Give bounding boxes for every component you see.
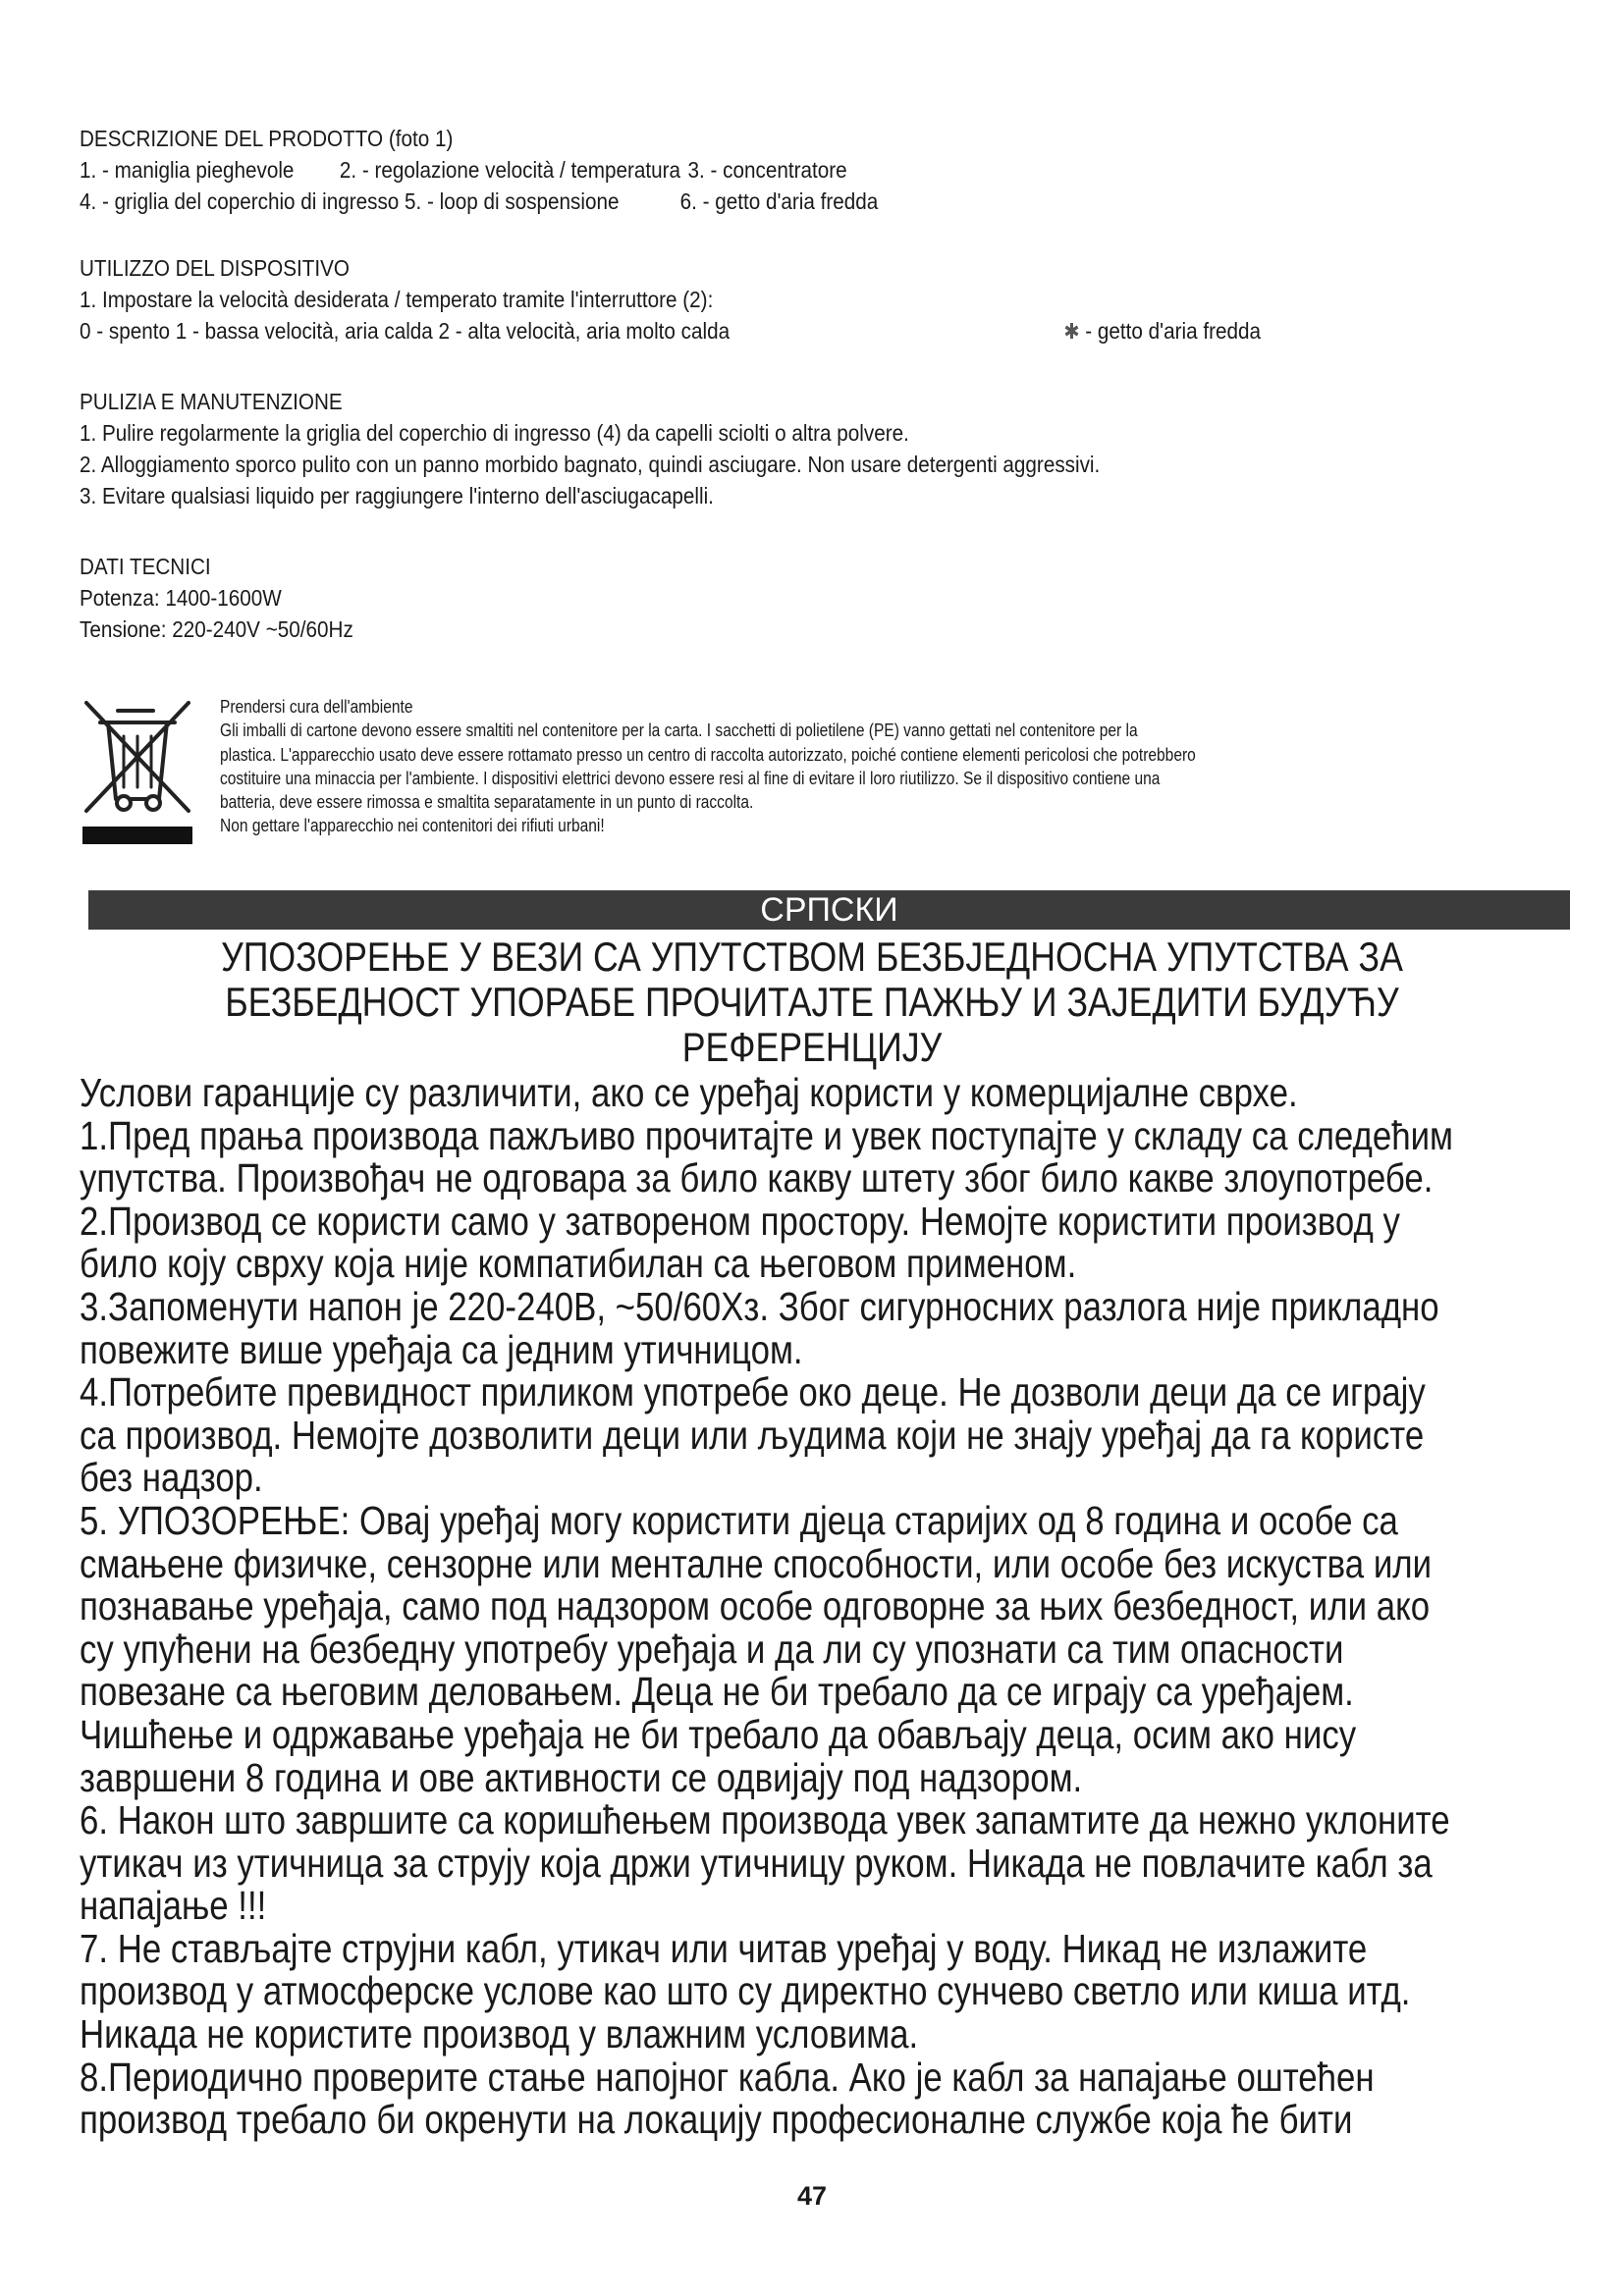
part-2: 2. - regolazione velocità / temperatura	[339, 157, 681, 183]
usage-line-1: 1. Impostare la velocità desiderata / temperato tramite l'interruttore (2):	[80, 287, 714, 312]
part-1: 1. - maniglia pieghevole	[80, 157, 295, 183]
power-rating: Potenza: 1400-1600W	[80, 585, 282, 611]
sr-line: су упућени на безбедну употребу уређаја и да ли су упознати са тим опасности	[80, 1626, 1344, 1672]
sr-line: повезане са његовим деловањем. Деца не би требало да се играју са уређајем.	[80, 1669, 1354, 1715]
serbian-instructions	[80, 1072, 1548, 2142]
sr-line: 4.Потребите превидност приликом употребе око деце. Не дозволи деци да се играју	[80, 1369, 1426, 1415]
sr-line: 8.Периодично проверите стање напојног кабла. Ако је кабл за напајање оштећен	[80, 2054, 1375, 2100]
usage-line-2	[80, 315, 1376, 347]
product-parts-row-2	[80, 186, 1376, 217]
product-parts-row-1	[80, 154, 1376, 186]
sr-line: производ у атмосферске услове као што су директно сунчево светло или киша итд.	[80, 1968, 1411, 2014]
voltage-rating: Tensione: 220-240V ~50/60Hz	[80, 616, 353, 642]
technical-data-heading: DATI TECNICI	[80, 554, 211, 579]
environment-line-5: Non gettare l'apparecchio nei contenitori dei rifiuti urbani!	[220, 815, 605, 836]
sr-line: са производ. Немојте дозволити деци или људима који не знају уређај да га користе	[80, 1412, 1425, 1458]
usage-section	[80, 252, 1376, 347]
warning-line-1: УПОЗОРЕЊЕ У ВЕЗИ СА УПУТСТВОМ БЕЗБЈЕДНОСНА УПУТСТВА ЗА	[221, 934, 1403, 980]
weee-crossed-bin-icon	[79, 693, 196, 850]
product-description-heading: DESCRIZIONE DEL PRODOTTO (foto 1)	[80, 126, 454, 151]
sr-line: повежите више уређаја са једним утичницом.	[80, 1326, 803, 1372]
cold-shot-legend	[1063, 315, 1261, 347]
product-description-section	[80, 123, 1376, 217]
part-3: 3. - concentratore	[687, 157, 847, 183]
cleaning-line-2: 2. Alloggiamento sporco pulito con un panno morbido bagnato, quindi asciugare. Non usare detergenti aggressivi.	[80, 452, 1101, 477]
sr-line: без надзор.	[80, 1455, 263, 1501]
sr-line: упутства. Произвођач не одговара за било какву штету због било какве злоупотребе.	[80, 1155, 1434, 1201]
sr-line: 7. Не стављајте струјни кабл, утикач или читав уређај у воду. Никад не излажите	[80, 1925, 1368, 1971]
sr-line: завршени 8 година и ове активности се одвијају под надзором.	[80, 1754, 1083, 1800]
usage-heading: UTILIZZO DEL DISPOSITIVO	[80, 255, 351, 281]
sr-line: Никада не користите производ у влажним условима.	[80, 2011, 919, 2057]
page-number: 47	[796, 2181, 828, 2211]
sr-line: 3.Запоменути напон је 220-240В, ~50/60Хз. Због сигурносних разлога није прикладно	[80, 1283, 1439, 1329]
warning-line-2: БЕЗБЕДНОСТ УПОРАБЕ ПРОЧИТАЈТЕ ПАЖЊУ И ЗАЈЕДИТИ БУДУЋУ	[225, 979, 1399, 1025]
environment-line-3: costituire una minaccia per l'ambiente. I dispositivi elettrici devono essere resi al fine di evitare il loro riutilizzo. Se il dispositivo contiene una	[220, 767, 1161, 788]
sr-line: познавање уређаја, само под надзором особе одговорне за њих безбедност, или ако	[80, 1583, 1431, 1629]
environment-line-4: batteria, deve essere rimossa e smaltita separatamente in un punto di raccolta.	[220, 791, 754, 813]
warning-line-3: РЕФЕРЕНЦИЈУ	[681, 1024, 943, 1070]
sr-line: производ требало би окренути на локацију професионалне службе која ће бити	[80, 2097, 1353, 2143]
cleaning-line-1: 1. Pulire regolarmente la griglia del coperchio di ingresso (4) da capelli sciolti o altra polvere.	[80, 420, 909, 446]
safety-warning-heading	[0, 934, 1624, 1070]
environment-notice	[220, 695, 1523, 838]
sr-line: 1.Пред прања производа пажљиво прочитајте и увек поступајте у складу са следећим	[80, 1112, 1454, 1158]
sr-line: смањене физичке, сензорне или менталне способности, или особе без искуства или	[80, 1540, 1433, 1586]
cleaning-section	[80, 386, 1376, 511]
part-4-5: 4. - griglia del coperchio di ingresso 5. - loop di sospensione	[80, 188, 620, 214]
sr-line: 2.Производ се користи само у затвореном простору. Немојте користити производ у	[80, 1198, 1400, 1244]
cleaning-heading: PULIZIA E MANUTENZIONE	[80, 389, 343, 414]
environment-line-1: Gli imballi di cartone devono essere smaltiti nel contenitore per la carta. I sacchetti di polietilene (PE) vanno gettati nel contenitore per la	[220, 720, 1138, 741]
technical-data-section	[80, 551, 1376, 645]
sr-line: Чишћење и одржавање уређаја не би требало да обављају деца, осим ако нису	[80, 1711, 1357, 1757]
sr-line: било коју сврху која није компатибилан са његовом применом.	[80, 1241, 1077, 1287]
language-bar-serbian: СРПСКИ	[88, 890, 1570, 930]
cleaning-line-3: 3. Evitare qualsiasi liquido per raggiungere l'interno dell'asciugacapelli.	[80, 483, 714, 508]
sr-line: 5. УПОЗОРЕЊЕ: Овај уређај могу користити дјеца старијих од 8 година и особе са	[80, 1497, 1398, 1543]
environment-line-2: plastica. L'apparecchio usato deve essere rottamato presso un centro di raccolta autorizzato, poiché contiene elementi pericolosi che potrebbero	[220, 743, 1196, 765]
snowflake-icon: ✱	[1063, 319, 1080, 344]
cold-shot-label: - getto d'aria fredda	[1085, 318, 1261, 344]
sr-line: 6. Након што завршите са коришћењем производа увек запамтите да нежно уклоните	[80, 1797, 1450, 1843]
sr-line: утикач из утичница за струју која држи утичницу руком. Никада не повлачите кабл за	[80, 1840, 1433, 1886]
sr-line: напајање !!!	[80, 1883, 267, 1929]
sr-line: Услови гаранције су различити, ако се уређај користи у комерцијалне сврхе.	[80, 1070, 1298, 1115]
environment-title: Prendersi cura dell'ambiente	[220, 696, 413, 717]
speed-settings: 0 - spento 1 - bassa velocità, aria calda 2 - alta velocità, aria molto calda	[80, 318, 731, 344]
part-6: 6. - getto d'aria fredda	[679, 188, 879, 214]
